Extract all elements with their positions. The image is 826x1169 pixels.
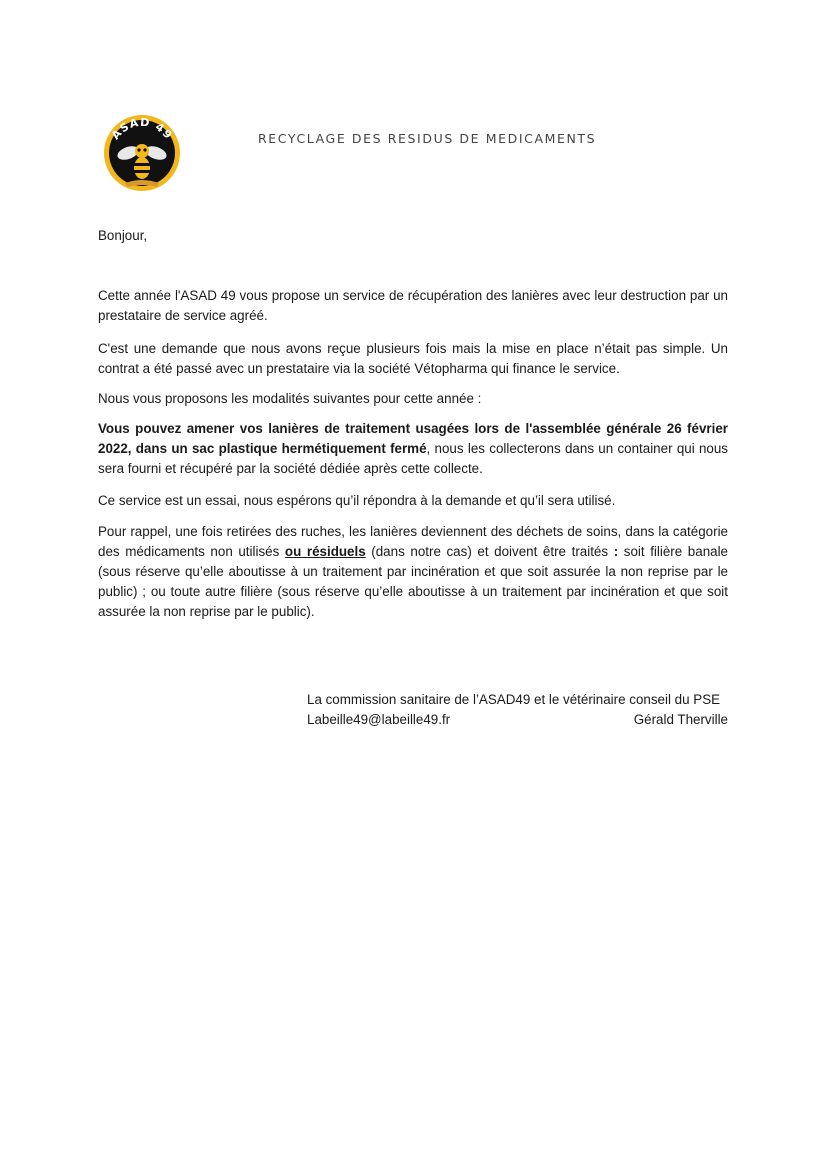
signature-line: La commission sanitaire de l’ASAD49 et le vétérinaire conseil du PSE	[307, 692, 721, 707]
paragraph-context	[98, 339, 728, 379]
signature-email: Labeille49@labeille49.fr	[307, 712, 451, 727]
paragraph-reminder	[98, 522, 728, 622]
instructions-rest: , nous les collecterons dans un container qui nous sera fourni et récupéré par la société dédiée après cette collecte.	[98, 441, 728, 476]
reminder-underlined: ou résiduels	[284, 544, 366, 559]
paragraph-intro	[98, 286, 728, 326]
paragraph-modalities	[98, 389, 728, 409]
paragraph-context-text: C'est une demande que nous avons reçue plusieurs fois mais la mise en place n’était pas simple. Un contrat a été passé avec un prestataire via la société Vétopharma qui finance le service.	[98, 341, 728, 376]
signature-contact	[307, 710, 728, 730]
paragraph-trial	[98, 491, 728, 511]
paragraph-intro-text: Cette année l'ASAD 49 vous propose un service de récupération des lanières avec leur destruction par un prestataire de service agréé.	[98, 288, 728, 323]
asad-logo	[99, 113, 185, 193]
paragraph-modalities-text: Nous vous proposons les modalités suivantes pour cette année :	[98, 391, 482, 406]
svg-text:ASAD 49: ASAD 49	[108, 115, 176, 143]
signature-name: Gérald Therville	[633, 712, 728, 727]
instructions-bold: Vous pouvez amener vos lanières de traitement usagées lors de l'assemblée générale 26 février 2022, dans un sac plastique hermétiquement fermé	[98, 421, 728, 456]
paragraph-instructions	[98, 419, 728, 479]
bee-icon	[99, 113, 185, 193]
document-title: RECYCLAGE DES RESIDUS DE MEDICAMENTS	[258, 131, 597, 146]
reminder-colon: :	[613, 544, 619, 559]
reminder-part-a: Pour rappel, une fois retirées des ruches, les lanières deviennent des déchets de soins, dans la catégorie des médicaments non utilisés	[98, 524, 728, 559]
paragraph-trial-text: Ce service est un essai, nous espérons qu’il répondra à la demande et qu’il sera utilisé.	[98, 493, 616, 508]
reminder-part-b: (dans notre cas) et doivent être traités	[365, 544, 614, 559]
greeting: Bonjour,	[98, 228, 148, 243]
reminder-part-c: soit filière banale (sous réserve qu’elle aboutisse à un traitement par incinération et que soit assurée la non reprise par le public) ; ou toute autre filière (sous réserve qu’elle aboutisse à un traitement par incinération et que soit assurée la non reprise par le public).	[98, 544, 729, 619]
